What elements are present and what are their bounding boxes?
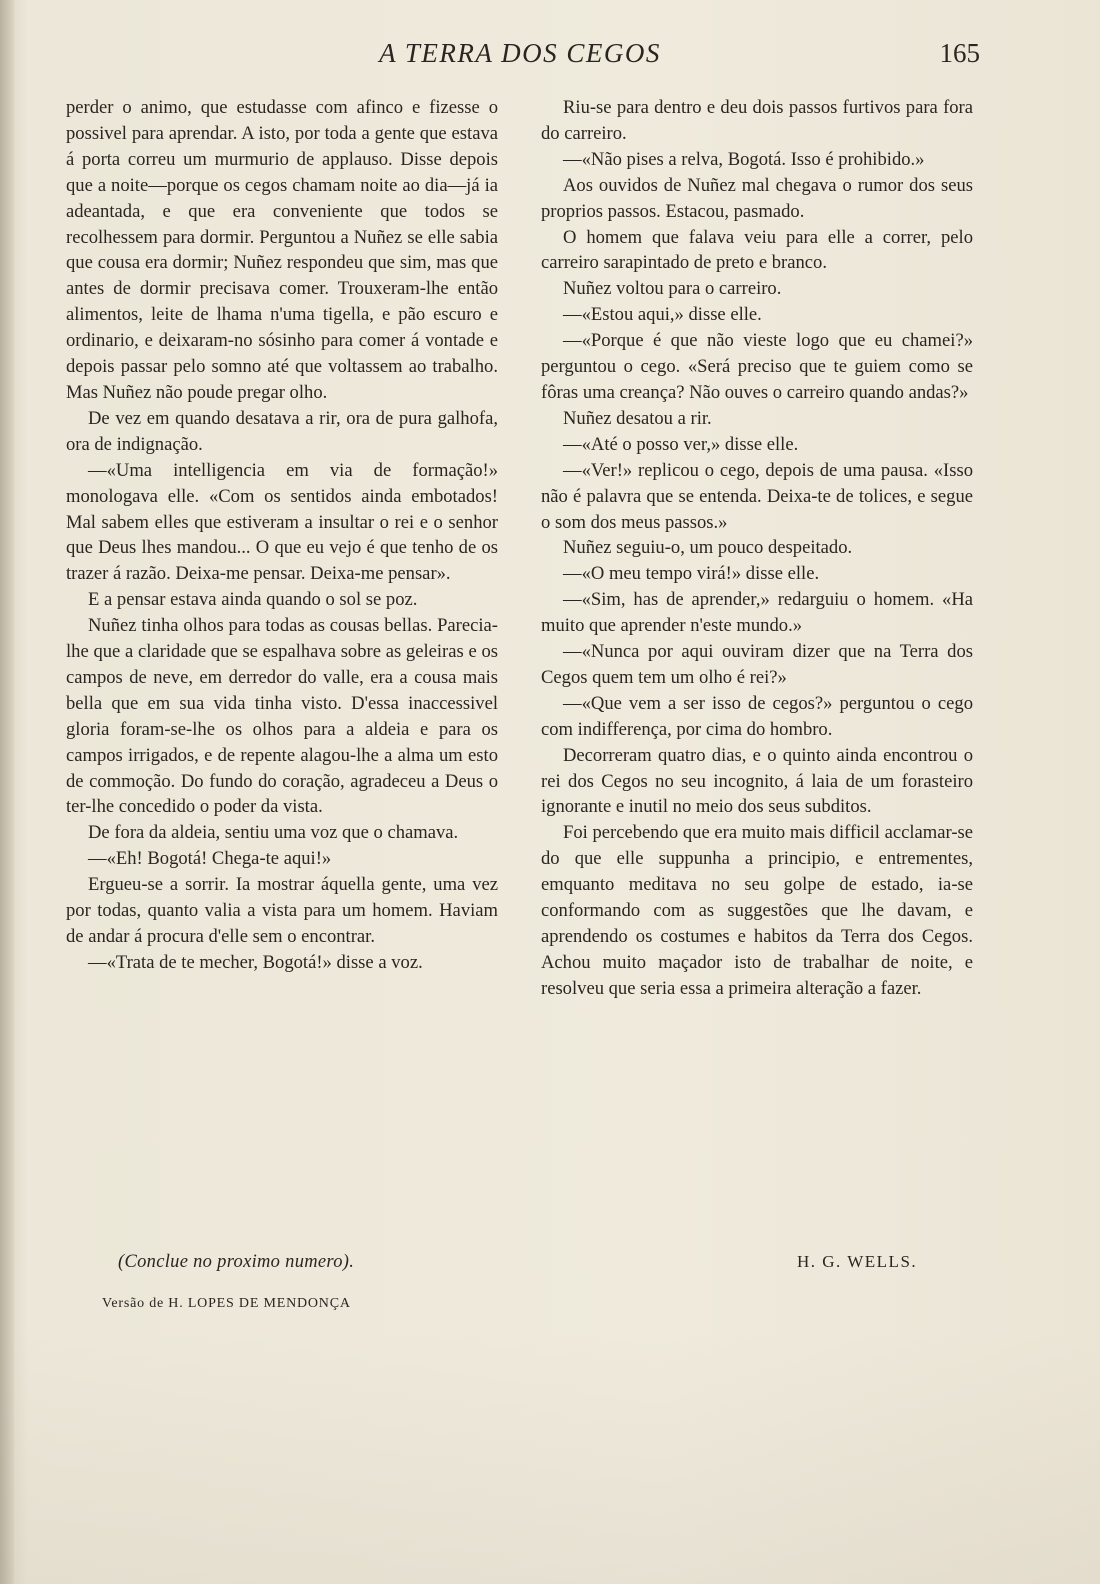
paragraph: Nuñez seguiu-o, um pouco despeitado. [563,537,853,559]
page-header [60,38,980,78]
paragraph: —«Porque é que não vieste logo que eu chamei?» perguntou o cego. «Será preciso que te guiem como se fôras uma creança? Não ouves o carreiro quando andas?» [541,330,973,403]
paragraph: Decorreram quatro dias, e o quinto ainda encontrou o rei dos Cegos no seu incognito, á laia de um forasteiro ignorante e inutil no meio dos seus subditos. [541,744,973,818]
paragraph: O homem que falava veiu para elle a correr, pelo carreiro sarapintado de preto e branco. [541,226,973,274]
paragraph: Nuñez voltou para o carreiro. [563,278,782,300]
paragraph: Aos ouvidos de Nuñez mal chegava o rumor dos seus proprios passos. Estacou, pasmado. [541,174,973,222]
paragraph: Nuñez desatou a rir. [563,407,712,429]
paragraph: —«Ver!» replicou o cego, depois de uma pausa. «Isso não é palavra que se entenda. Deixa-te de tolices, e segue o som dos meus passos.» [541,459,973,533]
paragraph: —«Até o posso ver,» disse elle. [563,433,799,455]
paragraph: —«Eh! Bogotá! Chega-te aqui!» [88,848,332,870]
author-signature: H. G. WELLS. [797,1252,918,1271]
page-number: 165 [939,38,980,68]
page-shading [0,1330,1100,1584]
paragraph: —«Sim, has de aprender,» redarguiu o homem. «Ha muito que aprender n'este mundo.» [541,589,973,637]
continuation-note: (Conclue no proximo numero). [118,1252,355,1272]
paragraph: De vez em quando desatava a rir, ora de pura galhofa, ora de indignação. [66,407,498,455]
left-column [66,95,498,976]
right-column [541,95,973,1002]
paragraph: Nuñez tinha olhos para todas as cousas bellas. Parecia-lhe que a claridade que se espalhava sobre as geleiras e os campos de neve, em derredor do valle, era a cousa mais bella que em sua vida tinha visto. D'essa inaccessivel gloria foram-se-lhe os olhos para a aldeia e para os campos irrigados, e de repente alagou-lhe a alma um esto de commoção. Do fundo do coração, agradeceu a Deus o ter-lhe concedido o poder da vista. [66,615,498,818]
paragraph: —«Não pises a relva, Bogotá. Isso é prohibido.» [563,148,925,170]
paragraph: —«Nunca por aqui ouviram dizer que na Terra dos Cegos quem tem um olho é rei?» [541,641,973,688]
paragraph: —«Trata de te mecher, Bogotá!» disse a voz. [88,951,423,973]
paragraph: Ergueu-se a sorrir. Ia mostrar áquella gente, uma vez por todas, quanto valia a vista para um homem. Haviam de andar á procura d'elle sem o encontrar. [66,874,498,947]
paragraph: Foi percebendo que era muito mais difficil acclamar-se do que elle suppunha a principio, e entrementes, emquanto meditava no seu golpe de estado, ia-se conformando com as suggestões que lhe davam, e aprendendo os costumes e habitos da Terra dos Cegos. Achou muito maçador isto de trabalhar de noite, e resolveu que seria essa a primeira alteração a fazer. [541,822,973,999]
paragraph: —«O meu tempo virá!» disse elle. [563,563,820,585]
paragraph: perder o animo, que estudasse com afinco e fizesse o possivel para aprendar. A isto, por toda a gente que estava á porta correu um murmurio de applauso. Disse depois que a noite—porque os cegos chamam noite ao dia—já ia adeantada, e que era conveniente que todos se recolhessem para dormir. Perguntou a Nuñez se elle sabia que cousa era dormir; Nuñez respondeu que sim, mas que antes de dormir precisava comer. Trouxeram-lhe então alimentos, leite de lhama n'uma tigella, e pão escuro e ordinario, e deixaram-no sósinho para comer á vontade e depois passar pelo somno até que voltassem ao trabalho. Mas Nuñez não poude pregar olho. [66,97,498,403]
translation-credit: Versão de H. LOPES DE MENDONÇA [102,1296,351,1311]
paragraph: De fora da aldeia, sentiu uma voz que o chamava. [88,822,459,844]
paragraph: —«Estou aqui,» disse elle. [563,304,762,326]
paragraph: —«Que vem a ser isso de cegos?» perguntou o cego com indifferença, por cima do hombro. [541,692,973,740]
paragraph: Riu-se para dentro e deu dois passos furtivos para fora do carreiro. [541,97,973,144]
running-title: A TERRA DOS CEGOS [379,38,661,68]
paragraph: E a pensar estava ainda quando o sol se poz. [88,589,418,611]
paragraph: —«Uma intelligencia em via de formação!» monologava elle. «Com os sentidos ainda embotados! Mal sabem elles que estiveram a insultar o rei e o senhor que Deus lhes mandou... O que eu vejo é que tenho de os trazer á razão. Deixa-me pensar. Deixa-me pensar». [66,459,498,585]
